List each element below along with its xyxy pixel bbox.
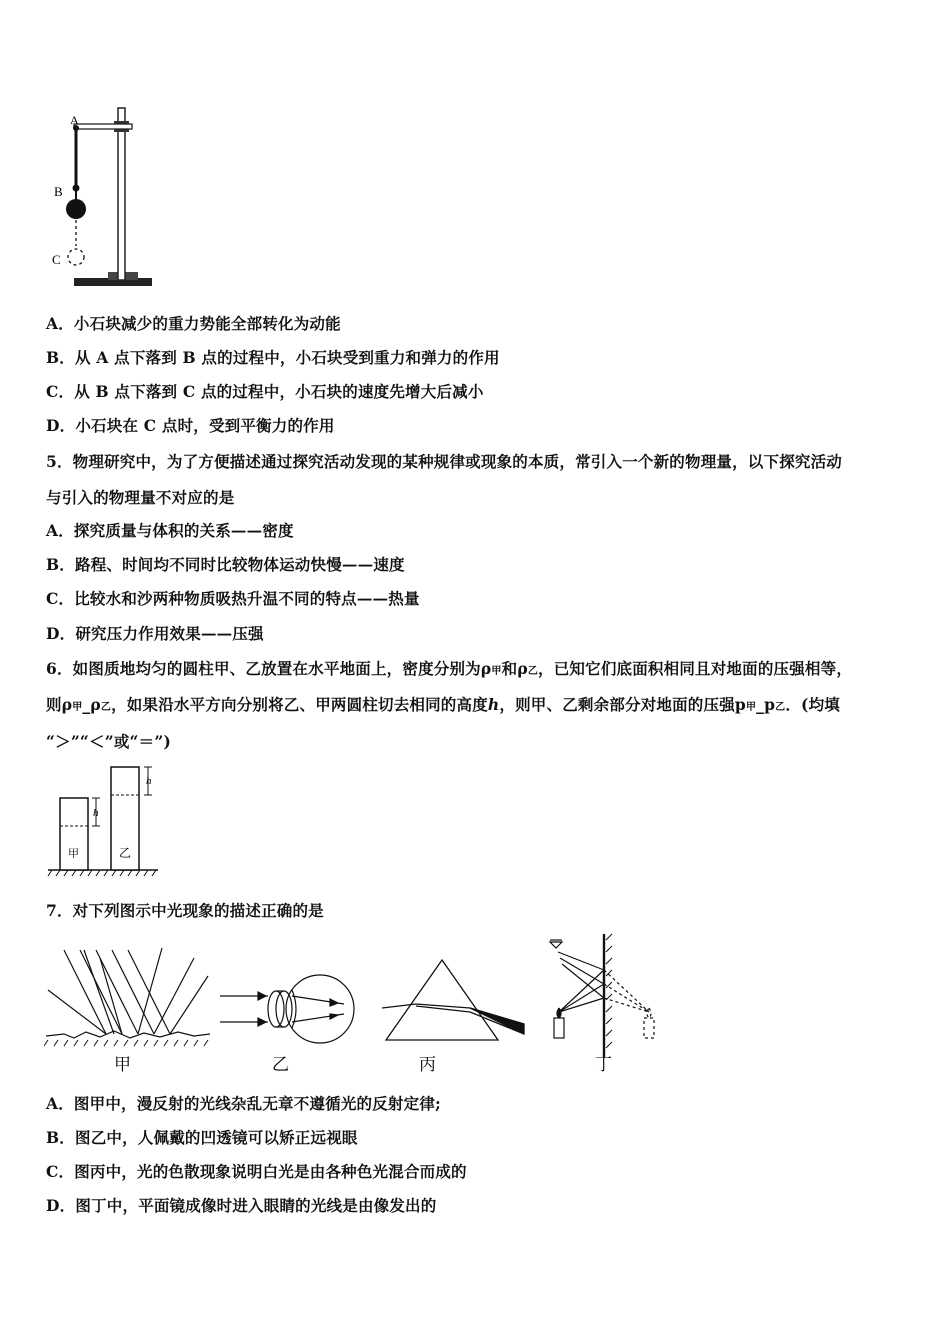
plane-mirror-figure bbox=[550, 934, 654, 1058]
q5-option-d: D．研究压力作用效果——压强 bbox=[46, 624, 264, 643]
q4-option-c: C．从 B 点下落到 C 点的过程中，小石块的速度先增大后减小 bbox=[46, 382, 484, 401]
caption-bing: 丙 bbox=[419, 1055, 436, 1075]
q7-stem: 7．对下列图示中光现象的描述正确的是 bbox=[46, 901, 324, 920]
q4-option-d: D．小石块在 C 点时，受到平衡力的作用 bbox=[46, 416, 335, 435]
q4-option-b: B．从 A 点下落到 B 点的过程中，小石块受到重力和弹力的作用 bbox=[46, 348, 500, 367]
optics-figures bbox=[44, 930, 664, 1078]
q6-stem-line3: “＞”“＜”或“＝”) bbox=[46, 732, 172, 751]
q5-stem-line2: 与引入的物理量不对应的是 bbox=[46, 488, 235, 507]
svg-text:h: h bbox=[146, 775, 152, 787]
q5-option-c: C．比较水和沙两种物质吸热升温不同的特点——热量 bbox=[46, 589, 420, 608]
eye-lens-figure bbox=[220, 975, 354, 1043]
q7-option-d: D．图丁中，平面镜成像时进入眼睛的光线是由像发出的 bbox=[46, 1196, 437, 1215]
stone bbox=[66, 199, 86, 219]
label-c: C bbox=[52, 252, 61, 267]
svg-text:h: h bbox=[93, 807, 99, 819]
label-yi: 乙 bbox=[119, 846, 132, 860]
q5-option-a: A．探究质量与体积的关系——密度 bbox=[46, 521, 294, 540]
stone-at-c bbox=[68, 249, 84, 265]
q5-option-b: B．路程、时间均不同时比较物体运动快慢——速度 bbox=[46, 555, 405, 574]
label-jia: 甲 bbox=[68, 847, 79, 860]
stand-arm bbox=[74, 124, 132, 129]
caption-yi: 乙 bbox=[272, 1055, 289, 1075]
prism-figure bbox=[382, 960, 524, 1040]
label-a: A bbox=[70, 113, 79, 127]
q7-option-a: A．图甲中，漫反射的光线杂乱无章不遵循光的反射定律; bbox=[46, 1094, 441, 1113]
cylinders-figure bbox=[46, 764, 166, 880]
q4-option-a: A．小石块减少的重力势能全部转化为动能 bbox=[46, 314, 341, 333]
diffuse-reflection-figure bbox=[44, 948, 210, 1046]
q6-stem-line1: 6．如图质地均匀的圆柱甲、乙放置在水平地面上，密度分别为ρ甲和ρ乙，已知它们底面积相同且对地面的压强相等， bbox=[46, 659, 853, 678]
caption-jia: 甲 bbox=[114, 1055, 131, 1075]
q7-option-c: C．图丙中，光的色散现象说明白光是由各种色光混合而成的 bbox=[46, 1162, 467, 1181]
q7-option-b: B．图乙中，人佩戴的凹透镜可以矫正远视眼 bbox=[46, 1128, 358, 1147]
stand-rod bbox=[118, 108, 125, 280]
q5-stem-line1: 5．物理研究中，为了方便描述通过探究活动发现的某种规律或现象的本质，常引入一个新的物理量，以下探究活动 bbox=[46, 452, 842, 471]
stand-figure bbox=[48, 104, 158, 294]
caption-ding: 丁 bbox=[595, 1055, 612, 1075]
label-b: B bbox=[54, 184, 63, 199]
q6-stem-line2: 则ρ甲_ρ乙，如果沿水平方向分别将乙、甲两圆柱切去相同的高度h，则甲、乙剩余部分对地面的压强p甲_p乙．(均填 bbox=[46, 695, 840, 714]
